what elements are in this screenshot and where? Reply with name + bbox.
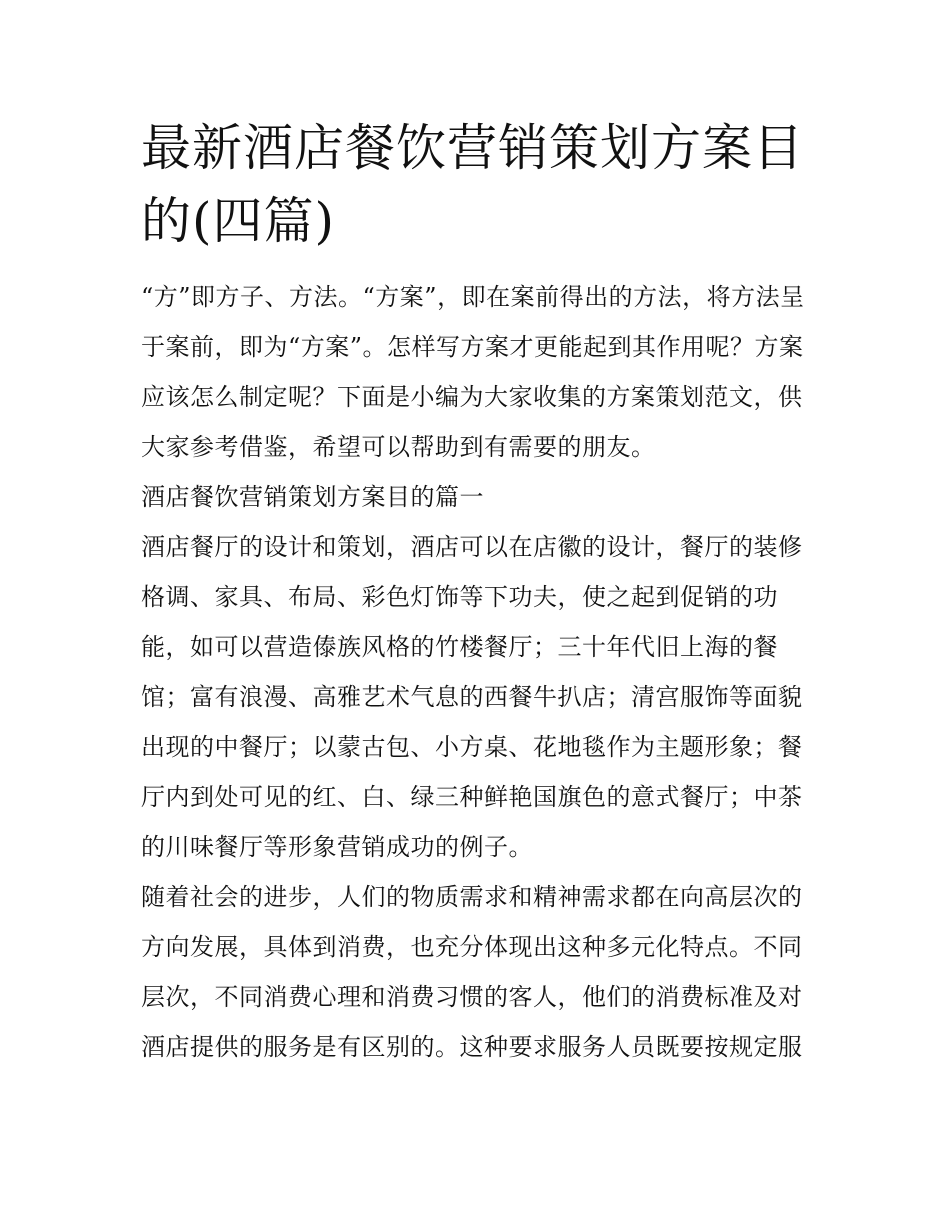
paragraph-line: 酒店提供的服务是有区别的。这种要求服务人员既要按规定服 (141, 1033, 803, 1061)
paragraph-line: 厅内到处可见的红、白、绿三种鲜艳国旗色的意式餐厅；中茶 (141, 783, 803, 811)
intro-line: 应该怎么制定呢？下面是小编为大家收集的方案策划范文，供 (141, 383, 803, 411)
paragraph-line: 馆；富有浪漫、高雅艺术气息的西餐牛扒店；清宫服饰等面貌 (141, 683, 803, 711)
paragraph-line: 随着社会的进步，人们的物质需求和精神需求都在向高层次的 (141, 883, 803, 911)
document-content (141, 112, 813, 1072)
paragraph-line: 方向发展，具体到消费，也充分体现出这种多元化特点。不同 (141, 933, 803, 961)
paragraph-line: 酒店餐厅的设计和策划，酒店可以在店徽的设计，餐厅的装修 (141, 533, 803, 561)
document-body (141, 272, 813, 1072)
intro-line: “方”即方子、方法。“方案”，即在案前得出的方法，将方法呈 (141, 283, 805, 311)
intro-line: 于案前，即为“方案”。怎样写方案才更能起到其作用呢？方案 (141, 333, 804, 361)
paragraph-line: 的川味餐厅等形象营销成功的例子。 (141, 833, 533, 861)
paragraph-line: 层次，不同消费心理和消费习惯的客人，他们的消费标准及对 (141, 983, 803, 1011)
title-line: 的(四篇) (141, 192, 336, 250)
title-line: 最新酒店餐饮营销策划方案目 (141, 119, 804, 177)
paragraph-line: 格调、家具、布局、彩色灯饰等下功夫，使之起到促销的功 (141, 583, 778, 611)
section-heading: 酒店餐饮营销策划方案目的篇一 (141, 483, 484, 511)
intro-line: 大家参考借鉴，希望可以帮助到有需要的朋友。 (141, 433, 656, 461)
paragraph-line: 出现的中餐厅；以蒙古包、小方桌、花地毯作为主题形象；餐 (141, 733, 803, 761)
paragraph-line: 能，如可以营造傣族风格的竹楼餐厅；三十年代旧上海的餐 (141, 633, 778, 661)
document-title (141, 112, 813, 258)
